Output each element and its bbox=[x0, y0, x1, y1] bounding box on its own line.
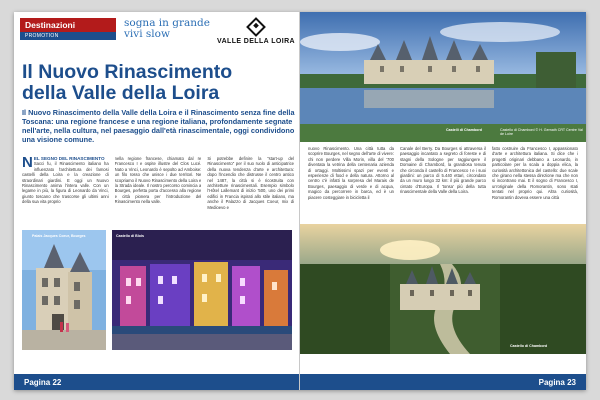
brand-logo bbox=[216, 20, 296, 45]
right-column-2: Canale del Berry. Da Bourges si attraversa il paesaggio incantato a segreto di foreste e di stagni della Sologne per raggiungere il Domaine di Chambord, la grandiosa tenuta che circonda il castello di Francesco I e i suoi giardini: un parco di 5.440 ettari, circondato da un muro lungo 32 km: il più grande parco cintato d'Europa. Il 'tonsa' più della tutta rinascimentale della Valle della Loira. bbox=[400, 146, 486, 195]
photo-caption-bourges: Palais Jacques Coeur, Bourges bbox=[32, 234, 86, 238]
title-line-1: Il Nuovo Rinascimento bbox=[22, 61, 233, 83]
photo-aerial-illustration bbox=[300, 224, 586, 354]
drop-cap: N bbox=[22, 156, 33, 171]
body-columns bbox=[22, 156, 294, 226]
body-column-1-text: Sacci fu, il Rinascimento italiano ha influenzato l'architettura dei famosi castelli della Loira e la creazione di straordinari giardini. E oggi un Nuovo Rinascimento anima l'intera valle. Con un legame in più, la figura di Leonardo da Vinci, giunto toscano che trascorse gli ultimi anni della sua vita proprio bbox=[22, 161, 109, 205]
brand-logo-icon bbox=[246, 17, 266, 37]
right-column-1: nuovo Rinascimento. Una città tutta da scoprire Bourges, nel segno dell'arte di vivere: chi non perdere Villa Morin, villa del '700 diventata la vetrina della centenaria azienda di ortaggi. Moltissimi spazi per eventi e esperienze di food e della natura. Attorno al centro c'è infatti la sorpresa del Marais de Bourges, paesaggio di verde e di acqua, magico da percorrere in barca, ed è un piacere costeggiare in bicicletta il bbox=[308, 146, 394, 200]
brand-name: VALLE DELLA LOIRA bbox=[217, 38, 295, 45]
footer-right bbox=[300, 374, 586, 390]
photo-chambord-aerial bbox=[300, 224, 586, 354]
right-body-columns bbox=[308, 146, 578, 216]
slogan-line-2: vivi slow bbox=[124, 28, 170, 40]
photo-bourges-illustration bbox=[22, 230, 106, 350]
photo-caption-chambord: Castelli di Chambord bbox=[446, 128, 482, 132]
left-page bbox=[14, 12, 300, 390]
photo-bourges-palace bbox=[22, 230, 106, 350]
photo-caption-aerial: Castello di Chambord bbox=[510, 344, 548, 348]
slogan-line-1: sogna in grande bbox=[124, 17, 210, 29]
column-kicker: EL SEGNO DEL RINASCIMENTO bbox=[33, 156, 105, 161]
right-column-3: fatto costruire da Francesco I, appassionato d'arte e architettura italiana. Si dice che i progetti originari debbano a Leonardo, in particolare per la scala a doppia elica, la curiosità architettonica del castello: due scale che girano nella stessa direzione ma che non si incontrano mai. E il sogno di Francesco I, un'originale della Romorantin, sono stati tentati nel proprio qui. Altra curiosità, Romorantin doveva essere una città bbox=[492, 146, 578, 200]
footer-left bbox=[14, 374, 299, 390]
photo-blois-castle bbox=[112, 230, 292, 350]
body-column-2: nella regione francese, chiamato dal re Francesco I e ospite illustre del Clos Lucé. Nato a Vinci, Leonardo è sepolto ad Amboise: un filo rosso che unisce i due territori. Ne scopriamo il Nuovo Rinascimento della Loira e la Strada ideale. Il nostro percorso comincia a Bourges, perfetta porta d'accesso alla regione e città pionera per l'introduzione del Rinascimento nella valle. bbox=[114, 156, 202, 205]
photo-blois-illustration bbox=[112, 230, 292, 350]
page-number-left: Pagina 22 bbox=[24, 378, 62, 387]
section-tag bbox=[20, 18, 116, 40]
campaign-slogan bbox=[124, 18, 210, 40]
right-page bbox=[300, 12, 586, 390]
photo-chambord-day bbox=[300, 12, 586, 142]
magazine-spread bbox=[14, 12, 586, 390]
photo-chambord-illustration bbox=[300, 12, 586, 142]
photo-caption-blois: Castello di Blois bbox=[116, 234, 144, 238]
title-line-2: della Valle della Loira bbox=[22, 82, 220, 104]
article-title bbox=[22, 62, 294, 104]
article-intro: Il Nuovo Rinascimento della Valle della Loira e il Rinascimento senza fine della Toscana: una regione francese e una regione italiana, profondamente segnate nell'arte, nella cultura, nel paesaggio dall'età rinascimentale, oggi condividono una visione comune. bbox=[22, 108, 295, 144]
body-column-3: Si potrebbe definire la "start-up del Rinascimento" per il suo ruolo di anticipatrice della nuova tendenza d'arte e architettura: dopo l'incendio che distrusse il centro antico nel 1487, la città si è ricostruita con architetture rinascimentali. Esempio simbolo l'Hôtel Lallemant di inizio '500, uno dei primi edifici in Francia ispirati allo stile italiano, ma anche il Palazzo di Jacques Coeur, mix di Medioevo e bbox=[207, 156, 295, 210]
photo-credit-chambord: Castello di Chambord © H. Gernath CRT Centre Val de Loire bbox=[500, 128, 583, 136]
page-number-right: Pagina 23 bbox=[538, 378, 576, 387]
subsection-label: PROMOTION bbox=[20, 32, 116, 40]
body-column-1 bbox=[22, 156, 109, 226]
section-label: Destinazioni bbox=[20, 18, 116, 32]
